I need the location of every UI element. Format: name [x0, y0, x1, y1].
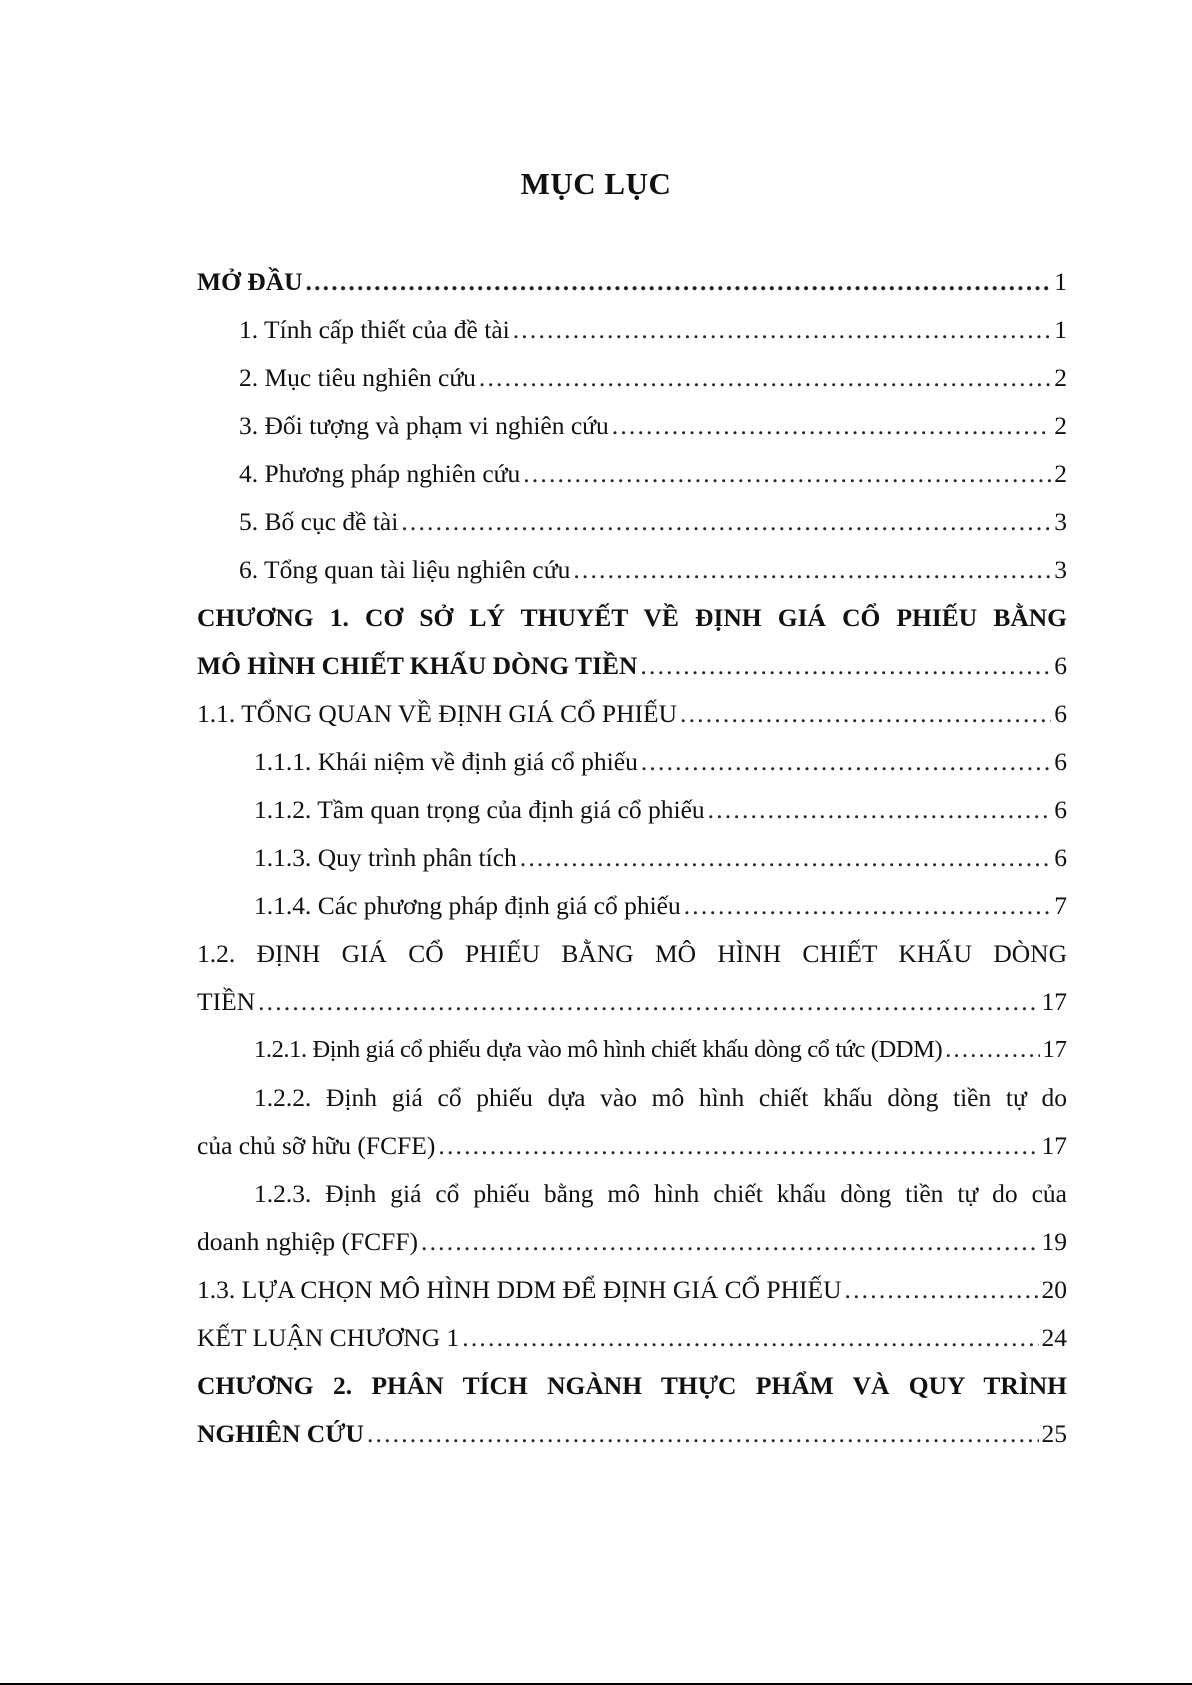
toc-entry-text: KẾT LUẬN CHƯƠNG 1	[197, 1323, 460, 1352]
dot-leader	[513, 306, 1052, 354]
toc-entry-3[interactable]	[197, 402, 1067, 450]
dot-leader	[258, 978, 1038, 1026]
toc-entry-text: 5. Bố cục đề tài	[239, 507, 399, 536]
dot-leader	[401, 498, 1051, 546]
toc-entry-2[interactable]	[197, 354, 1067, 402]
toc-page-number: 17	[1041, 987, 1067, 1016]
dot-leader	[367, 1410, 1039, 1458]
toc-page-number: 2	[1054, 363, 1067, 392]
toc-page-number: 2	[1054, 459, 1067, 488]
toc-entry-1-2-1[interactable]	[197, 1026, 1067, 1074]
toc-entry-chapter-2[interactable]	[197, 1362, 1067, 1458]
toc-entry-ket-luan-chuong-1[interactable]	[197, 1314, 1067, 1362]
toc-entry-text-line-1: CHƯƠNG 1. CƠ SỞ LÝ THUYẾT VỀ ĐỊNH GIÁ CỔ PHIẾU BẰNG	[197, 603, 1067, 632]
page-title: MỤC LỤC	[520, 166, 672, 201]
dot-leader	[523, 450, 1051, 498]
dot-leader	[708, 786, 1052, 834]
toc-page-number: 17	[1042, 1036, 1067, 1063]
dot-leader	[640, 642, 1051, 690]
toc-entry-text: 1.3. LỰA CHỌN MÔ HÌNH DDM ĐỂ ĐỊNH GIÁ CỔ PHIẾU	[197, 1275, 842, 1304]
toc-entry-text: 1.1.3. Quy trình phân tích	[254, 843, 517, 872]
dot-leader	[641, 738, 1051, 786]
toc-entry-1-2-3[interactable]	[197, 1170, 1067, 1266]
toc-entry-1-1-4[interactable]	[197, 882, 1067, 930]
dot-leader	[421, 1218, 1038, 1266]
toc-entry-text: 1. Tính cấp thiết của đề tài	[239, 315, 510, 344]
toc-entry-text-line-2: doanh nghiệp (FCFF)	[197, 1227, 419, 1256]
dot-leader	[479, 354, 1051, 402]
toc-page-number: 6	[1054, 843, 1067, 872]
toc-entry-1-1-3[interactable]	[197, 834, 1067, 882]
toc-entry-text: 2. Mục tiêu nghiên cứu	[239, 363, 476, 392]
dot-leader	[684, 882, 1052, 930]
toc-entry-text: 1.1.4. Các phương pháp định giá cổ phiếu	[254, 891, 681, 920]
toc-entry-1-3[interactable]	[197, 1266, 1067, 1314]
toc-entry-1-1[interactable]	[197, 690, 1067, 738]
toc-entry-text: MỞ ĐẦU	[197, 267, 303, 296]
dot-leader	[845, 1266, 1039, 1314]
toc-entry-text: 1.2.1. Định giá cổ phiếu dựa vào mô hình chiết khấu dòng cổ tức (DDM)	[254, 1036, 943, 1063]
toc-entry-text-line-2: NGHIÊN CỨU	[197, 1419, 364, 1448]
dot-leader	[680, 690, 1051, 738]
toc-entry-1-2[interactable]	[197, 930, 1067, 1026]
toc-page-number: 24	[1041, 1323, 1067, 1352]
toc-entry-text-line-2: TIỀN	[197, 987, 256, 1016]
toc-page-number: 2	[1054, 411, 1067, 440]
toc-entry-text-line-1: 1.2.3. Định giá cổ phiếu bằng mô hình chiết khấu dòng tiền tự do của	[254, 1179, 1067, 1208]
toc-page-number: 19	[1041, 1227, 1067, 1256]
dot-leader	[306, 258, 1052, 306]
toc-page-number: 3	[1054, 555, 1067, 584]
toc-page-number: 17	[1041, 1131, 1067, 1160]
toc-entry-text-line-1: 1.2. ĐỊNH GIÁ CỔ PHIẾU BẰNG MÔ HÌNH CHIẾT KHẤU DÒNG	[197, 939, 1067, 968]
table-of-contents	[197, 258, 1067, 1458]
toc-page-number: 6	[1054, 651, 1067, 680]
toc-page-number: 6	[1054, 795, 1067, 824]
toc-page-number: 1	[1054, 315, 1067, 344]
toc-entry-text: 6. Tổng quan tài liệu nghiên cứu	[239, 555, 571, 584]
toc-entry-6[interactable]	[197, 546, 1067, 594]
dot-leader	[945, 1026, 1039, 1074]
toc-page-number: 1	[1054, 267, 1067, 296]
toc-entry-1[interactable]	[197, 306, 1067, 354]
dot-leader	[462, 1314, 1038, 1362]
dot-leader	[520, 834, 1051, 882]
toc-entry-1-2-2[interactable]	[197, 1074, 1067, 1170]
toc-entry-text: 1.1.2. Tầm quan trọng của định giá cổ phiếu	[254, 795, 705, 824]
toc-page-number: 7	[1054, 891, 1067, 920]
toc-page-number: 3	[1054, 507, 1067, 536]
toc-entry-1-1-1[interactable]	[197, 738, 1067, 786]
toc-page-number: 20	[1041, 1275, 1067, 1304]
toc-entry-text-line-2: của chủ sỡ hữu (FCFE)	[197, 1131, 436, 1160]
toc-entry-text-line-1: CHƯƠNG 2. PHÂN TÍCH NGÀNH THỰC PHẨM VÀ QUY TRÌNH	[197, 1371, 1067, 1400]
toc-entry-text: 4. Phương pháp nghiên cứu	[239, 459, 521, 488]
toc-entry-text: 3. Đối tượng và phạm vi nghiên cứu	[239, 411, 609, 440]
dot-leader	[438, 1122, 1038, 1170]
toc-page-number: 25	[1041, 1419, 1067, 1448]
toc-entry-mo-dau[interactable]	[197, 258, 1067, 306]
toc-entry-1-1-2[interactable]	[197, 786, 1067, 834]
toc-entry-chapter-1[interactable]	[197, 594, 1067, 690]
toc-entry-5[interactable]	[197, 498, 1067, 546]
toc-entry-text: 1.1. TỔNG QUAN VỀ ĐỊNH GIÁ CỔ PHIẾU	[197, 699, 677, 728]
toc-page-number: 6	[1054, 747, 1067, 776]
toc-page-number: 6	[1054, 699, 1067, 728]
toc-entry-text: 1.1.1. Khái niệm về định giá cổ phiếu	[254, 747, 638, 776]
dot-leader	[612, 402, 1052, 450]
toc-entry-text-line-1: 1.2.2. Định giá cổ phiếu dựa vào mô hình chiết khấu dòng tiền tự do	[254, 1083, 1067, 1112]
toc-entry-text-line-2: MÔ HÌNH CHIẾT KHẤU DÒNG TIỀN	[197, 651, 638, 680]
toc-entry-4[interactable]	[197, 450, 1067, 498]
dot-leader	[573, 546, 1051, 594]
